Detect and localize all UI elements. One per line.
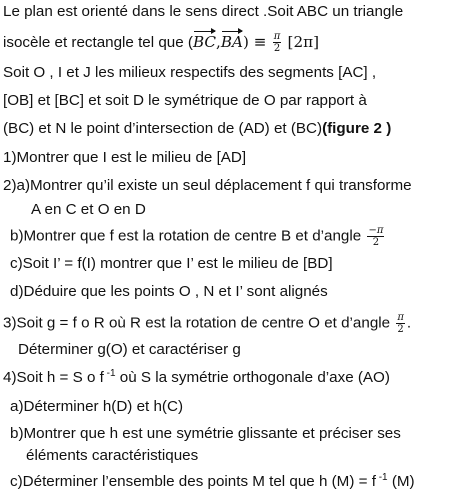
question-3-continued [18, 340, 241, 362]
question-text: où S la symétrie orthogonale d’axe (AO) [115, 369, 390, 386]
intro-text: [OB] et [BC] et soit D le symétrique de O par rapport à [3, 92, 367, 109]
question-2a [3, 176, 412, 198]
question-text: éléments caractéristiques [26, 447, 199, 464]
question-4c [10, 472, 415, 494]
question-text: 1)Montrer que I est le milieu de [AD] [3, 149, 247, 166]
vector-ba: BA [221, 30, 243, 52]
question-text: d)Déduire que les points O , N et I’ sont alignés [10, 283, 328, 300]
question-text: c)Soit I’ = f(I) montrer que I’ est le milieu de [BD] [10, 255, 333, 272]
math-comma: , [216, 33, 221, 51]
modulo-text: [2π] [287, 33, 320, 51]
intro-text: Soit O , I et J les milieux respectifs des segments [AC] , [3, 64, 377, 81]
question-2a-continued [31, 200, 146, 222]
question-text: (M) [387, 473, 415, 490]
vector-bc: BC [193, 30, 216, 52]
congruence-symbol: ) ≡ [243, 33, 267, 51]
intro-text: Le plan est orienté dans le sens direct .Soit ABC un triangle [3, 3, 404, 20]
question-4b-continued [26, 446, 198, 468]
question-4b [10, 424, 401, 446]
period: . [406, 314, 412, 332]
intro-text: isocèle et rectangle tel que ( [3, 34, 193, 51]
question-text: b)Montrer que h est une symétrie glissante et préciser ses [10, 425, 401, 442]
intro-line-2 [3, 30, 320, 55]
question-text: b)Montrer que f est la rotation de centre B et d’angle [10, 227, 362, 245]
inverse-exponent: -1 [103, 367, 116, 379]
question-text: Déterminer g(O) et caractériser g [18, 341, 241, 358]
angle-fraction: $\frac{-\pi}{2}$ [368, 225, 384, 248]
question-2c [10, 254, 333, 276]
intro-text: (BC) et N le point d’intersection de (AD) et (BC) [3, 120, 323, 137]
question-text: A en C et O en D [31, 201, 146, 218]
question-2b [10, 225, 386, 247]
angle-fraction: $\frac{\pi}{2}$ [397, 312, 404, 335]
question-4 [3, 368, 390, 390]
intro-line-3 [3, 63, 376, 85]
inverse-exponent: -1 [375, 471, 388, 483]
question-3 [3, 312, 411, 334]
question-text: 2)a)Montrer qu’il existe un seul déplacement f qui transforme [3, 177, 412, 194]
figure-reference: (figure 2 ) [322, 120, 392, 137]
question-2d [10, 282, 328, 304]
question-text: a)Déterminer h(D) et h(C) [10, 398, 184, 415]
question-text: 4)Soit h = S o f [3, 369, 104, 386]
intro-line-1 [3, 2, 403, 24]
question-text: 3)Soit g = f o R où R est la rotation de centre O et d’angle [3, 314, 391, 332]
angle-fraction: $\frac{\pi}{2}$ [273, 31, 281, 55]
question-text: c)Déterminer l’ensemble des points M tel que h (M) = f [10, 473, 376, 490]
intro-line-5 [3, 119, 391, 141]
intro-line-4 [3, 91, 367, 113]
question-1 [3, 148, 246, 170]
question-4a [10, 397, 183, 419]
